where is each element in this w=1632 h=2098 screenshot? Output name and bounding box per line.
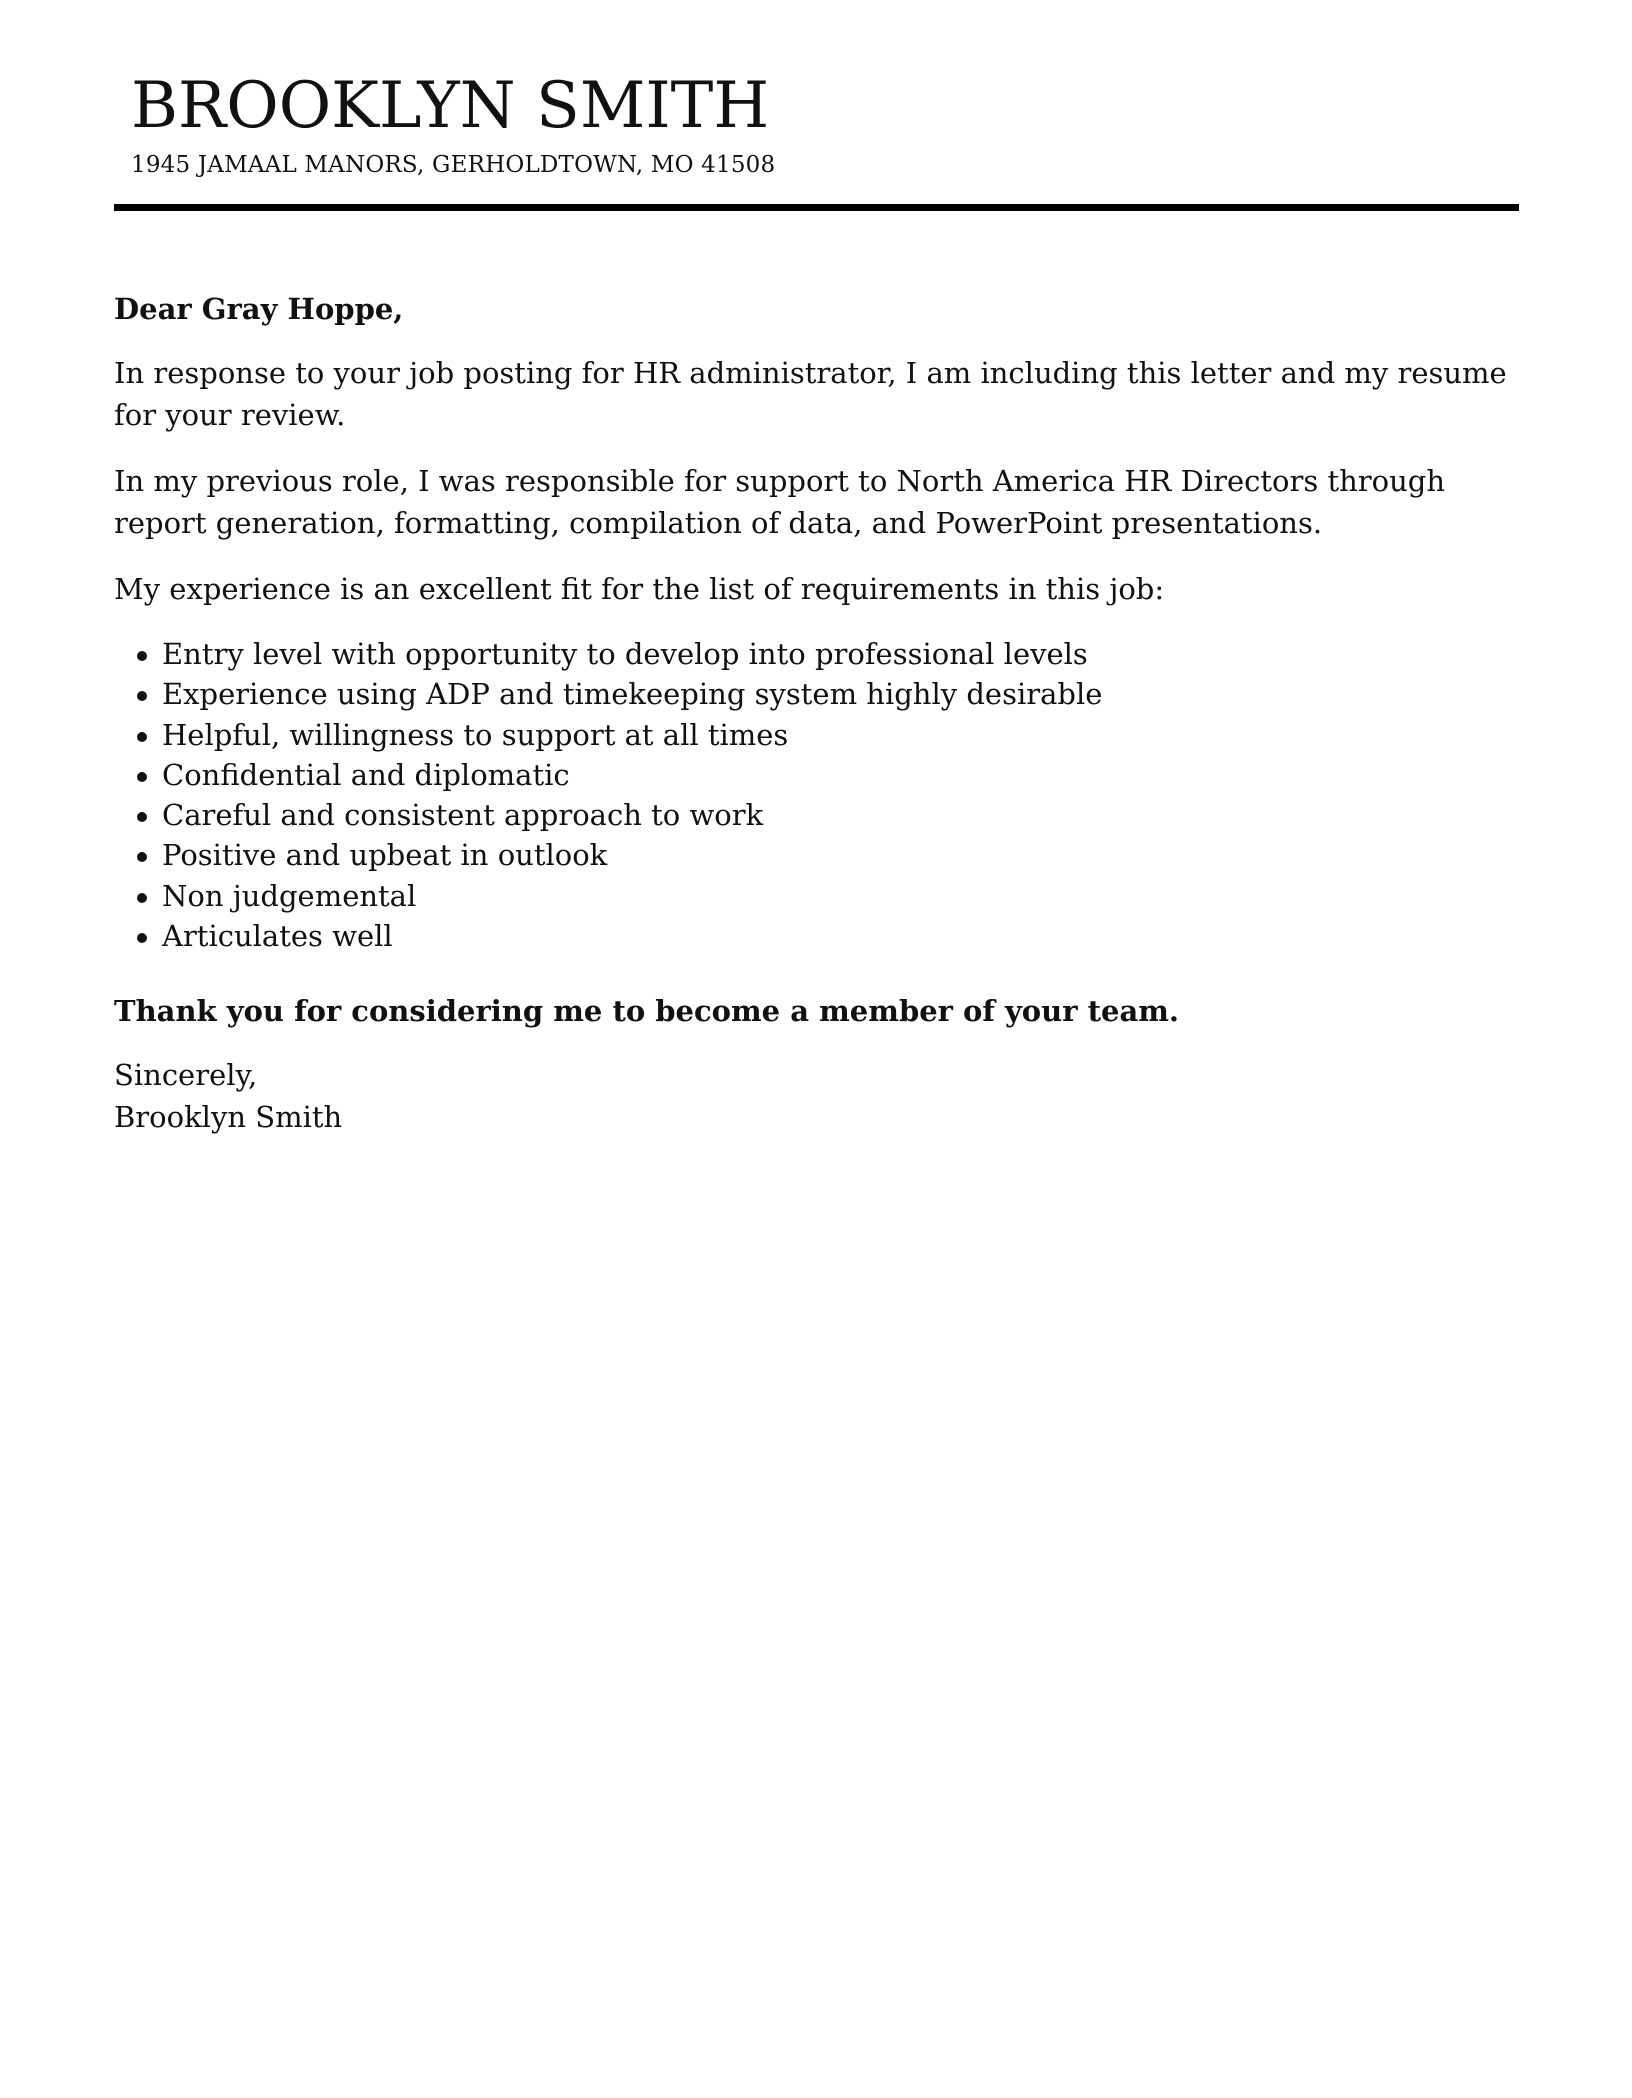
- list-item-text: Helpful, willingness to support at all times: [162, 717, 789, 752]
- bullet-icon: [137, 651, 147, 661]
- bullet-icon: [137, 732, 147, 742]
- letter-header: [131, 68, 1511, 180]
- signature-name: Brooklyn Smith: [114, 1100, 343, 1135]
- requirements-list: [114, 634, 1514, 956]
- list-item: [114, 674, 1514, 714]
- list-item-text: Careful and consistent approach to work: [162, 798, 764, 833]
- closing-statement: Thank you for considering me to become a member of your team.: [114, 994, 1180, 1029]
- sender-name: BROOKLYN SMITH: [131, 69, 770, 143]
- list-item: [114, 634, 1514, 674]
- list-item: [114, 795, 1514, 835]
- header-divider: [114, 204, 1519, 211]
- bullet-icon: [137, 933, 147, 943]
- paragraph-experience: In my previous role, I was responsible for support to North America HR Directors through report generation, formatting, compilation of data, and PowerPoint presentations.: [114, 464, 1446, 540]
- bullet-icon: [137, 893, 147, 903]
- paragraph-intro: In response to your job posting for HR administrator, I am including this letter and my resume for your review.: [114, 356, 1507, 432]
- list-item-text: Confidential and diplomatic: [162, 757, 570, 792]
- salutation: Dear Gray Hoppe,: [114, 292, 404, 326]
- list-item: [114, 755, 1514, 795]
- list-item-text: Articulates well: [162, 919, 393, 954]
- list-item: [114, 916, 1514, 956]
- list-item: [114, 835, 1514, 875]
- paragraph-requirements-intro: My experience is an excellent fit for the list of requirements in this job:: [114, 572, 1165, 606]
- bullet-icon: [137, 691, 147, 701]
- list-item-text: Experience using ADP and timekeeping system highly desirable: [162, 677, 1103, 712]
- list-item: [114, 715, 1514, 755]
- list-item: [114, 876, 1514, 916]
- list-item-text: Positive and upbeat in outlook: [162, 838, 608, 873]
- list-item-text: Non judgemental: [162, 878, 417, 913]
- bullet-icon: [137, 812, 147, 822]
- sender-address: 1945 JAMAAL MANORS, GERHOLDTOWN, MO 41508: [131, 152, 776, 178]
- signoff: Sincerely,: [114, 1058, 258, 1093]
- bullet-icon: [137, 852, 147, 862]
- letter-body: [114, 288, 1514, 1138]
- bullet-icon: [137, 772, 147, 782]
- list-item-text: Entry level with opportunity to develop into professional levels: [162, 637, 1088, 671]
